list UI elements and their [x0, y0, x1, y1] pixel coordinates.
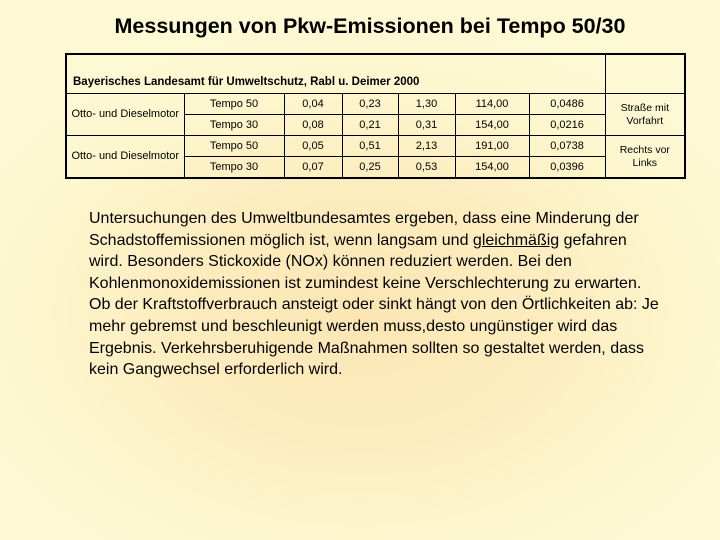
value-cell: 114,00: [455, 94, 529, 115]
vehicle-type-cell: Otto- und Dieselmotor: [66, 136, 184, 179]
value-cell: 0,0396: [529, 157, 605, 179]
value-cell: 1,30: [398, 94, 455, 115]
speed-cell: Tempo 50: [184, 94, 284, 115]
table-header-empty-cell: [605, 54, 685, 94]
value-cell: 0,0486: [529, 94, 605, 115]
value-cell: 154,00: [455, 157, 529, 179]
value-cell: 2,13: [398, 136, 455, 157]
value-cell: 0,0738: [529, 136, 605, 157]
value-cell: 0,23: [342, 94, 398, 115]
value-cell: 191,00: [455, 136, 529, 157]
speed-cell: Tempo 30: [184, 157, 284, 179]
value-cell: 154,00: [455, 115, 529, 136]
speed-cell: Tempo 30: [184, 115, 284, 136]
speed-cell: Tempo 50: [184, 136, 284, 157]
table-header-row: [66, 54, 685, 94]
table-source-cell: Bayerisches Landesamt für Umweltschutz, Rabl u. Deimer 2000: [66, 54, 605, 94]
body-paragraph: [89, 208, 659, 381]
underlined-word: gleichmäßig: [472, 231, 560, 249]
vehicle-type-cell: Otto- und Dieselmotor: [66, 94, 184, 136]
road-type-cell: Straße mit Vorfahrt: [605, 94, 685, 136]
value-cell: 0,04: [284, 94, 342, 115]
value-cell: 0,0216: [529, 115, 605, 136]
paragraph-text-start: Untersuchungen des Umweltbundesamtes ergeben, dass eine Minderung der Schadstoffemissionen möglich ist, wenn langsam und: [89, 210, 639, 249]
value-cell: 0,31: [398, 115, 455, 136]
value-cell: 0,05: [284, 136, 342, 157]
paragraph-text-end: gefahren wird. Besonders Stickoxide (NOx) können reduziert werden. Bei den Kohlenmonoxidemissionen ist zumindest keine Verschlechterung zu erwarten. Ob der Kraftstoffverbrauch ansteigt oder sinkt hängt von den Örtlichkeiten ab: Je mehr gebremst und beschleunigt werden muss,desto ungünstiger wird das Ergebnis. Verkehrsberuhigende Maßnahmen sollten so gestaltet werden, dass kein Gangwechsel erforderlich wird.: [89, 231, 659, 379]
table-row: [66, 136, 685, 157]
value-cell: 0,53: [398, 157, 455, 179]
value-cell: 0,51: [342, 136, 398, 157]
value-cell: 0,08: [284, 115, 342, 136]
slide-title: Messungen von Pkw-Emissionen bei Tempo 50/30: [114, 14, 626, 38]
road-type-cell: Rechts vor Links: [605, 136, 685, 179]
value-cell: 0,25: [342, 157, 398, 179]
value-cell: 0,07: [284, 157, 342, 179]
table-row: [66, 94, 685, 115]
emissions-table: [65, 53, 686, 179]
value-cell: 0,21: [342, 115, 398, 136]
